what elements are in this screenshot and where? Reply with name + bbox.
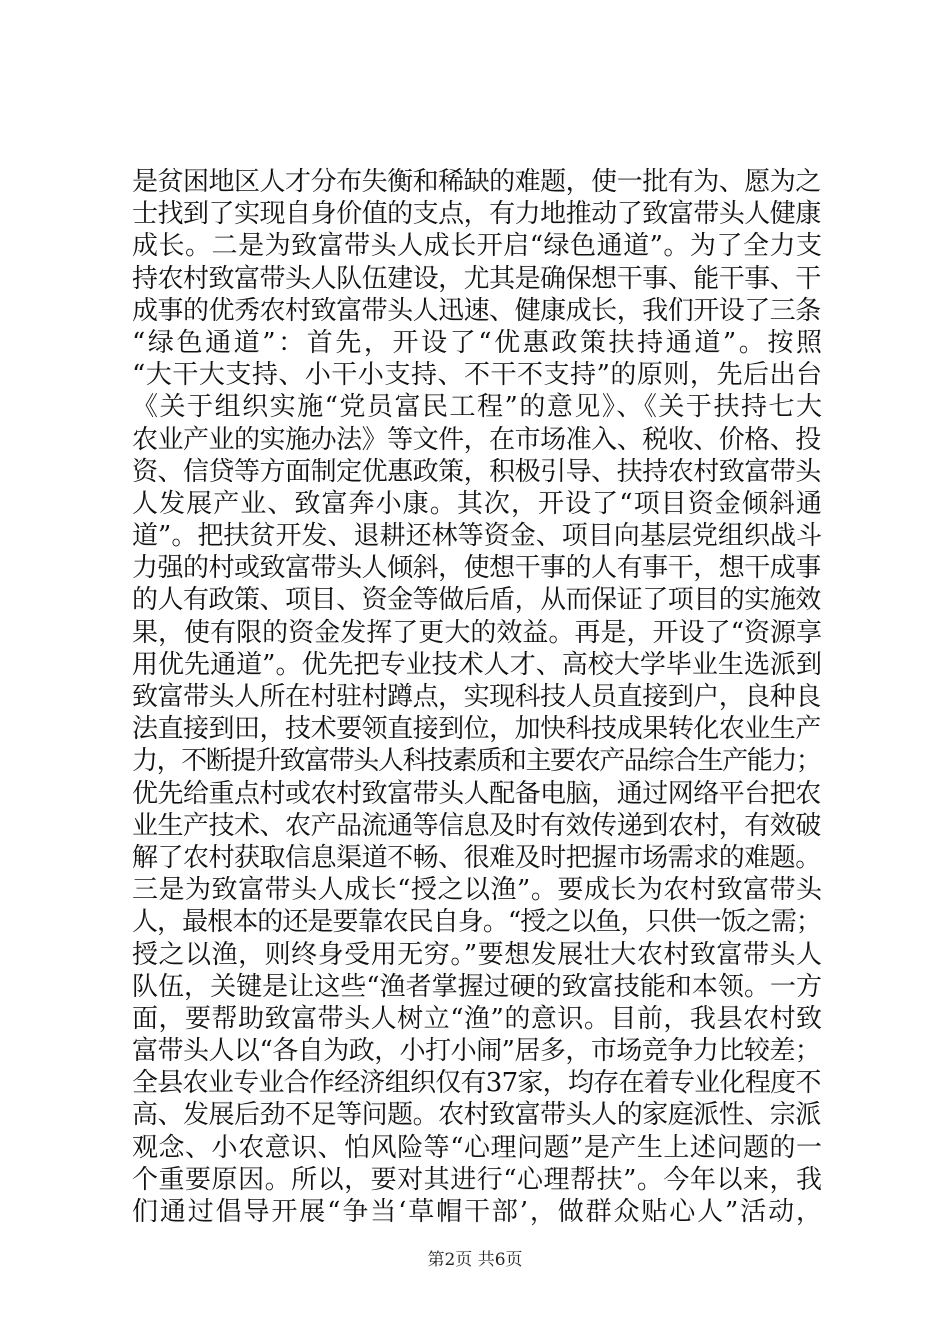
text-line: 成事的优秀农村致富带头人迅速、健康成长，我们开设了三条: [132, 295, 821, 326]
page-number: 第2页 共6页: [427, 1250, 523, 1270]
text-line: 士找到了实现自身价值的支点，有力地推动了致富带头人健康: [132, 199, 821, 230]
text-line: 力，不断提升致富带头人科技素质和主要农产品综合生产能力；: [132, 746, 821, 777]
text-line: 高、发展后劲不足等问题。农村致富带头人的家庭派性、宗派: [132, 1100, 821, 1131]
text-line: 道”。把扶贫开发、退耕还林等资金、项目向基层党组织战斗: [132, 521, 822, 552]
text-line: 队伍，关键是让这些“渔者掌握过硬的致富技能和本领。一方: [132, 971, 822, 1002]
text-line: 法直接到田，技术要领直接到位，加快科技成果转化农业生产: [132, 714, 821, 745]
text-line: 解了农村获取信息渠道不畅、很难及时把握市场需求的难题。: [132, 842, 821, 873]
text-line: “大干大支持、小干小支持、不干不支持”的原则，先后出台: [132, 360, 822, 391]
text-line: 成长。二是为致富带头人成长开启“绿色通道”。为了全力支: [132, 231, 822, 262]
text-line: 授之以渔，则终身受用无穷。”要想发展壮大农村致富带头人: [132, 939, 822, 970]
text-line: 用优先通道”。优先把专业技术人才、高校大学毕业生选派到: [132, 649, 822, 680]
text-line: 富带头人以“各自为政，小打小闹”居多，市场竞争力比较差；: [132, 1036, 821, 1067]
text-line: 个重要原因。所以，要对其进行“心理帮扶”。今年以来，我: [132, 1164, 822, 1195]
text-line: 是贫困地区人才分布失衡和稀缺的难题，使一批有为、愿为之: [132, 167, 821, 197]
text-line: 农业产业的实施办法》等文件，在市场准入、税收、价格、投: [132, 424, 821, 455]
document-body: [132, 166, 822, 1228]
text-line: 面，要帮助致富带头人树立“渔”的意识。目前，我县农村致: [132, 1003, 822, 1034]
text-line: 全县农业专业合作经济组织仅有37家，均存在着专业化程度不: [132, 1068, 821, 1099]
text-line: 《关于组织实施“党员富民工程”的意见》、《关于扶持七大: [132, 392, 822, 423]
text-line: 的人有政策、项目、资金等做后盾，从而保证了项目的实施效: [132, 585, 821, 616]
text-line: 们通过倡导开展“争当‘草帽干部’，做群众贴心人”活动，: [132, 1197, 822, 1227]
text-line: 三是为致富带头人成长“授之以渔”。要成长为农村致富带头: [132, 875, 822, 906]
text-line: 观念、小农意识、怕风险等“心理问题”是产生上述问题的一: [132, 1132, 822, 1163]
text-line: 持农村致富带头人队伍建设，尤其是确保想干事、能干事、干: [132, 263, 821, 294]
text-line: 业生产技术、农产品流通等信息及时有效传递到农村，有效破: [132, 810, 821, 841]
text-line: 资、信贷等方面制定优惠政策，积极引导、扶持农村致富带头: [132, 456, 821, 487]
text-line: “绿色通道”：首先，开设了“优惠政策扶持通道”。按照: [132, 327, 822, 358]
text-line: 人发展产业、致富奔小康。其次，开设了“项目资金倾斜通: [132, 488, 822, 519]
text-line: 优先给重点村或农村致富带头人配备电脑，通过网络平台把农: [132, 778, 821, 809]
text-line: 致富带头人所在村驻村蹲点，实现科技人员直接到户，良种良: [132, 682, 821, 712]
text-line: 果，使有限的资金发挥了更大的效益。再是，开设了“资源享: [132, 617, 822, 648]
text-line: 力强的村或致富带头人倾斜，使想干事的人有事干，想干成事: [132, 553, 821, 584]
text-line: 人，最根本的还是要靠农民自身。“授之以鱼，只供一饭之需；: [132, 907, 821, 938]
